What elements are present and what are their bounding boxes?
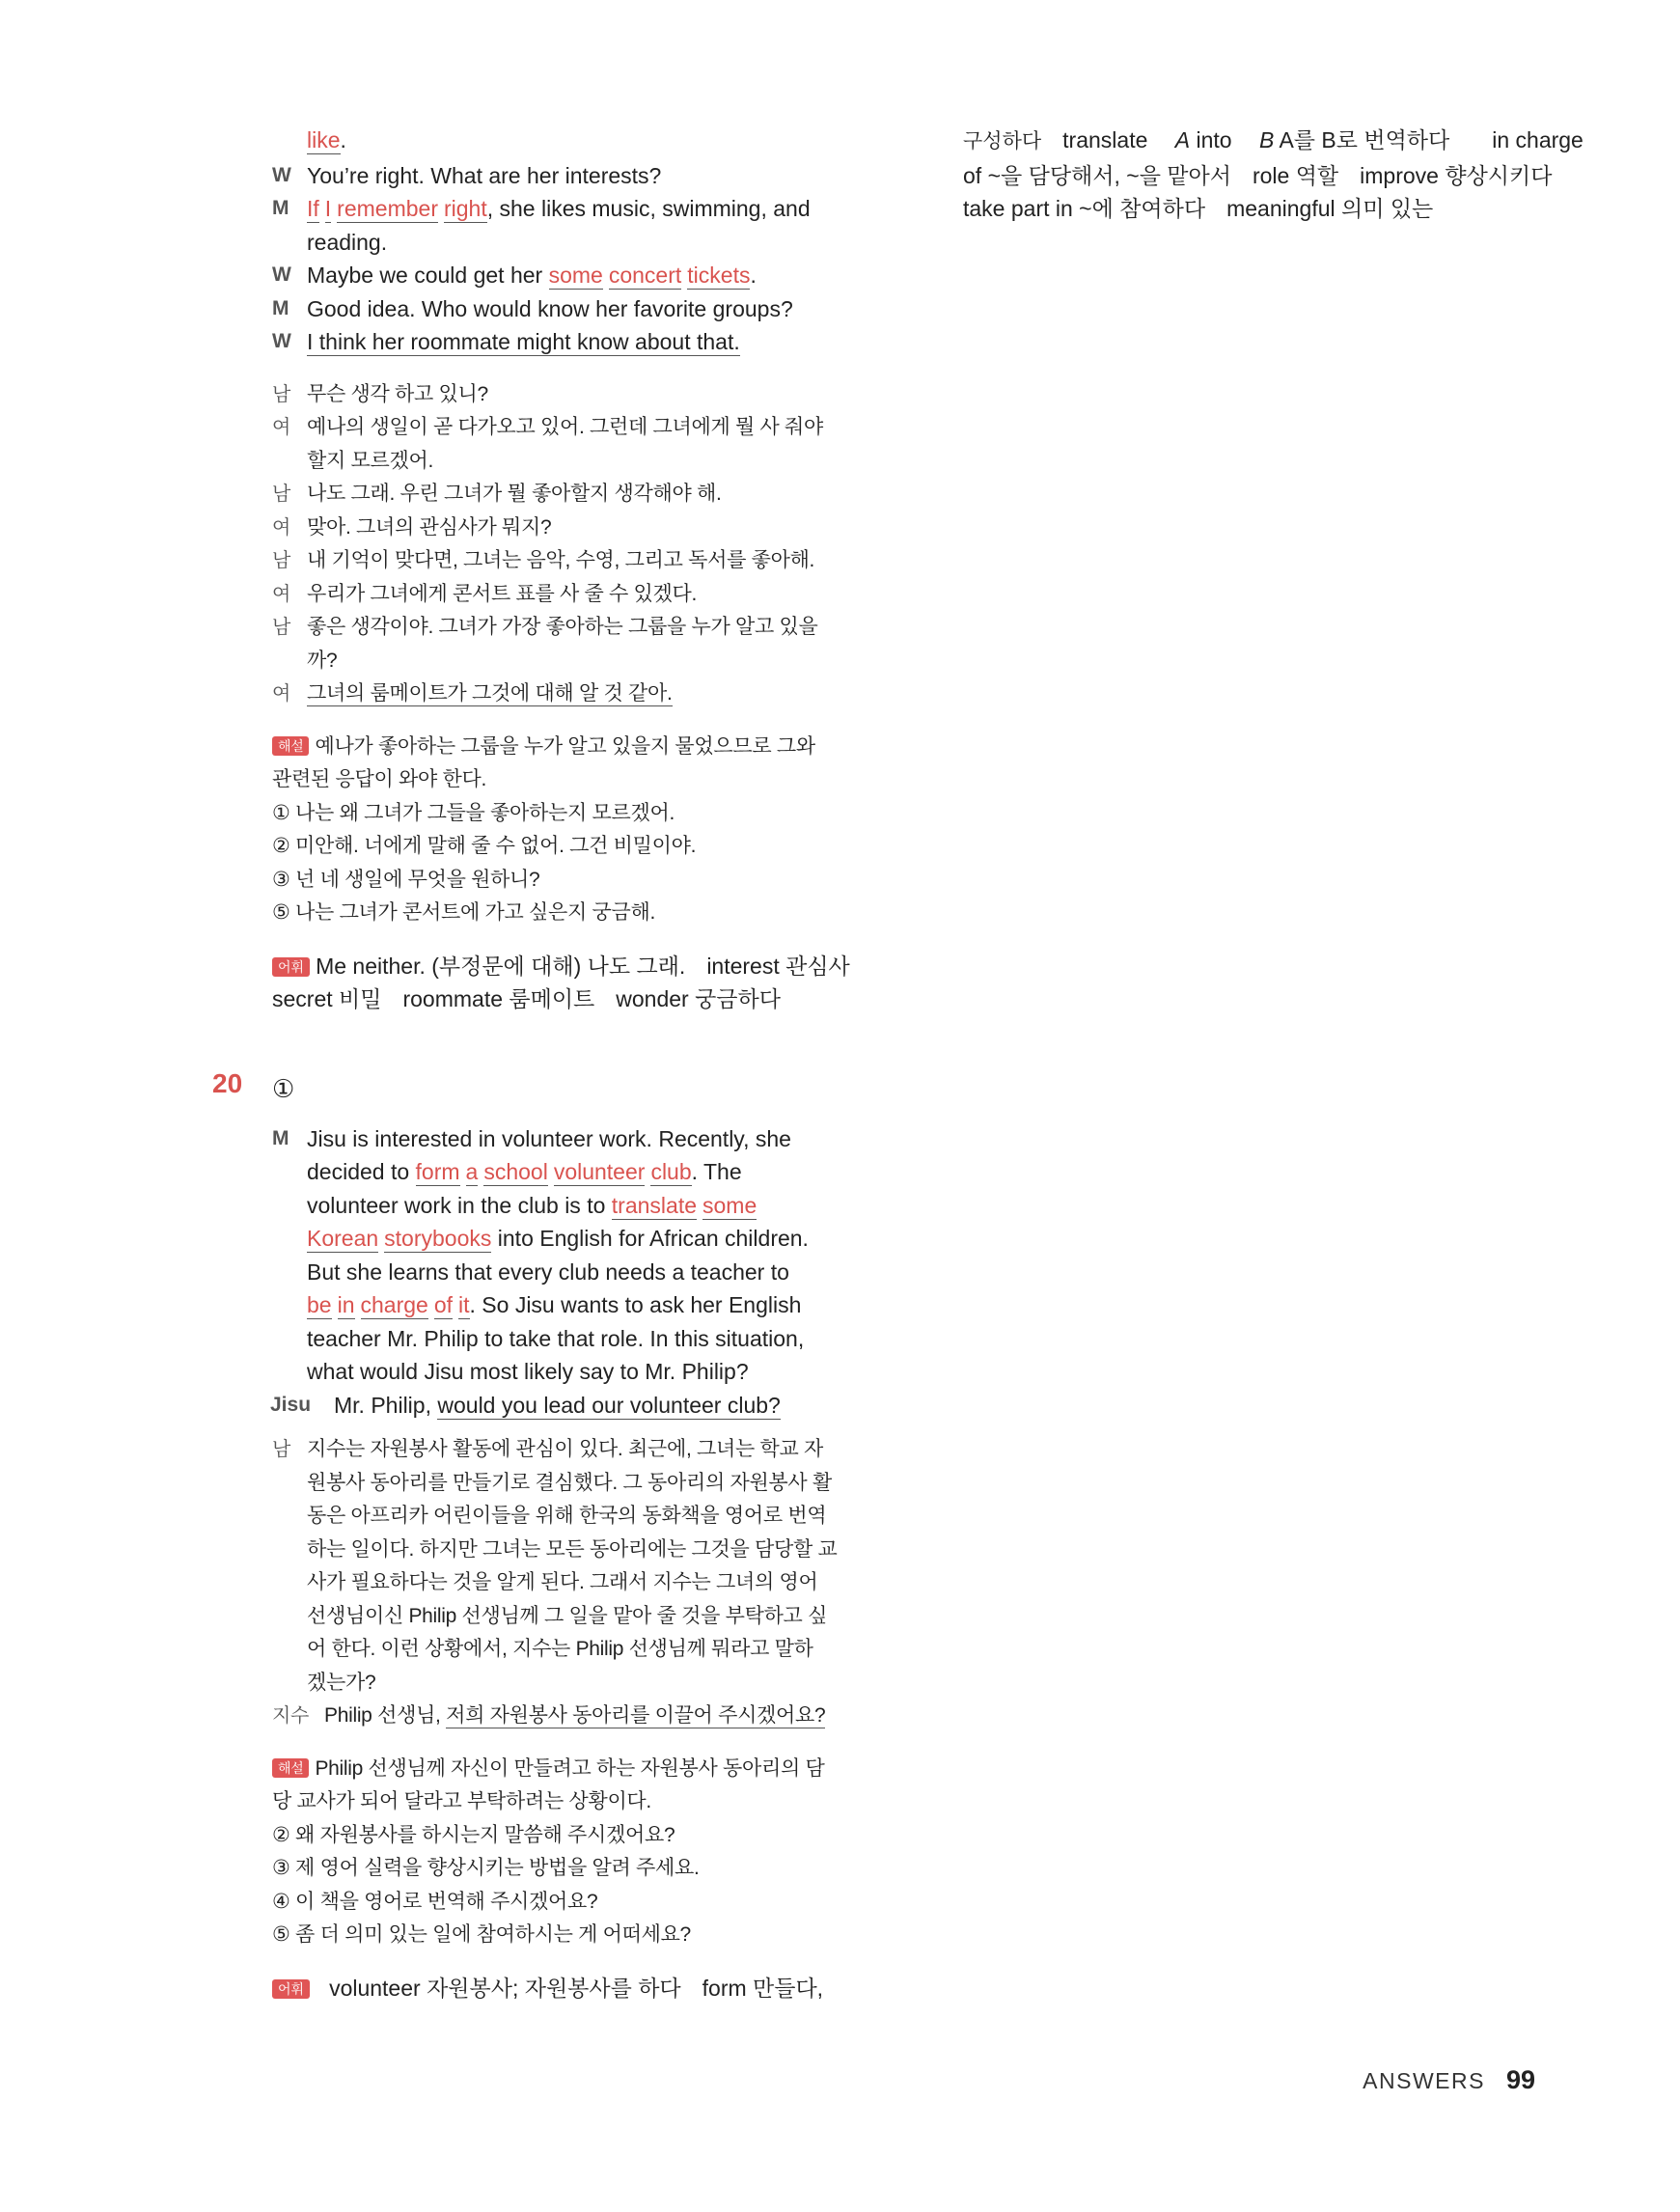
korean-jisu-line: 지수 Philip 선생님, 저희 자원봉사 동아리를 이끌어 주시겠어요? [272,1704,826,1727]
dialogue-line: M If I remember right, she likes music, swimming, and [272,196,811,221]
dialogue-line: W I think her roommate might know about that. [272,329,740,354]
option: ④ 이 책을 영어로 번역해 주시겠어요? [272,1890,598,1913]
option: ② 미안해. 너에게 말해 줄 수 없어. 그건 비밀이야. [272,835,697,857]
jisu-line: Jisu Mr. Philip, would you lead our volunteer club? [270,1392,781,1418]
korean-line: 남 좋은 생각이야. 그녀가 가장 좋아하는 그룹을 누가 알고 있을 [272,616,818,638]
korean-line: 남 내 기억이 맞다면, 그녀는 음악, 수영, 그리고 독서를 좋아해. [272,549,815,571]
option: ② 왜 자원봉사를 하시는지 말씀해 주시겠어요? [272,1823,675,1846]
question-number: 20 [212,1068,243,1098]
left-column: like. W You’re right. What are her interests? M If I remember right, she likes music, swimming, and reading. W Maybe we could get her some concert tickets. M Good idea. Who would know her favorite groups? W I think her roommate might know about that. 남 무슨 생각 하고 있니? 여 예나의 생일이 곧 다가오고 있어. 그런데 그녀에게 뭘 사 줘야 할지 모르겠어. 남 나도 그래. 우린 그녀가 뭘 좋아할지 생각해야 해. 여 맞아. 그녀의 관심사가 뭐지? 남 내 기억이 맞다면, 그녀는 음악, 수영, 그리고 독서를 좋아해. 여 우리가 그녀에게 콘서트 표를 사 줄 수 있겠다. 남 좋은 생각이야. 그녀가 가장 좋아하는 그룹을 누가 알고 있을 까? 여 그녀의 룸메이트가 그것에 대해 알 것 같아. 해설 예나가 좋아하는 그룹을 누가 알고 있을지 물었으므로 그와 관련된 응답이 와야 한다. ① 나는 왜 그녀가 그들을 좋아하는지 모르겠어. ② 미안해. 너에게 말해 줄 수 없어. 그건 비밀이야. ③ 넌 네 생일에 무엇을 원하니? ⑤ 나는 그녀가 콘서트에 가고 싶은지 궁금해. 어휘 Me neither. (부정문에 대해) 나도 그래. interest 관심사 secret 비밀 roommate 룸메이트 wonder 궁금하다 ① M Jisu is interested in volunteer work. Recently, she decided to form a school volunteer club. The volunteer work in the club is to translate some Korean storybooks into English for African children. But she learns that every club needs a teacher to be in charge of it. So Jisu wants to ask her English teacher Mr. Philip to take that role. In this situation, what would Jisu most likely say to Mr. Philip? Jisu Mr. Philip, would you lead our volunteer club? 남 지수는 자원봉사 활동에 관심이 있다. 최근에, 그녀는 학교 자 원봉사 동아리를 만들기로 결심했다. 그 동아리의 자원봉사 활 동은 아프리카 어린이들을 위해 한국의 동화책을 영어로 번역 하는 일이다. 하지만 그녀는 모든 동아리에는 그것을 담당할 교 사가 필요하다는 것을 알게 된다. 그래서 지수는 그녀의 영어 선생님이신 Philip 선생님께 그 일을 맡아 줄 것을 부탁하고 싶 어 한다. 이런 상황에서, 지수는 Philip 선생님께 뭐라고 말하 겠는가? 지수 Philip 선생님, 저희 자원봉사 동아리를 이끌어 주시겠어요? 해설 Philip 선생님께 자신이 만들려고 하는 자원봉사 동아리의 담 당 교사가 되어 달라고 부탁하려는 상황이다. ② 왜 자원봉사를 하시는지 말씀해 주시겠어요? ③ 제 영어 실력을 향상시키는 방법을 알려 주세요. ④ 이 책을 영어로 번역해 주시겠어요? ⑤ 좀 더 의미 있는 일에 참여하시는 게 어떠세요? 어휘 volunteer 자원봉사; 자원봉사를 하다 form 만들다, [272,124,851,2005]
vocab-tag: 어휘 [272,957,310,977]
right-column: 구성하다 translate A into B A를 B로 번역하다 in charge of ~을 담당해서, ~을 맡아서 role 역할 improve 향상시키다 take part in ~에 참여하다 meaningful 의미 있는 [963,127,1584,221]
korean-line: 남 무슨 생각 하고 있니? [272,382,488,405]
explain-tag: 해설 [272,1758,309,1778]
question-answer: ① [272,1073,295,1103]
korean-line: 남 나도 그래. 우린 그녀가 뭘 좋아할지 생각해야 해. [272,483,722,505]
page-footer [1363,2065,1535,2095]
dialogue-line: M Good idea. Who would know her favorite groups? [272,295,793,321]
korean-line: 여 예나의 생일이 곧 다가오고 있어. 그런데 그녀에게 뭘 사 줘야 [272,416,824,438]
vocab-tag: 어휘 [272,1979,310,1999]
korean-line: 여 맞아. 그녀의 관심사가 뭐지? [272,515,552,539]
option: ⑤ 좀 더 의미 있는 일에 참여하시는 게 어떠세요? [272,1923,691,1946]
dialogue-line: W Maybe we could get her some concert tickets. [272,263,757,288]
explain-tag: 해설 [272,736,309,756]
explanation: 해설 Philip 선생님께 자신이 만들려고 하는 자원봉사 동아리의 담 [272,1753,851,1786]
answer-blank: like [307,127,341,152]
korean-passage: 남 지수는 자원봉사 활동에 관심이 있다. 최근에, 그녀는 학교 자 [272,1438,824,1460]
option: ⑤ 나는 그녀가 콘서트에 가고 싶은지 궁금해. [272,901,656,924]
korean-line: 여 우리가 그녀에게 콘서트 표를 사 줄 수 있겠다. [272,582,698,605]
vocabulary: 어휘 Me neither. (부정문에 대해) 나도 그래. interest 관심사 [272,950,851,983]
option: ③ 제 영어 실력을 향상시키는 방법을 알려 주세요. [272,1857,700,1879]
vocabulary: 어휘 volunteer 자원봉사; 자원봉사를 하다 form 만들다, [272,1972,851,2005]
korean-line: 여 그녀의 룸메이트가 그것에 대해 알 것 같아. [272,682,673,705]
footer-label: ANSWERS [1363,2068,1485,2093]
explanation: 해설 예나가 좋아하는 그룹을 누가 알고 있을지 물었으므로 그와 [272,731,851,764]
option: ① 나는 왜 그녀가 그들을 좋아하는지 모르겠어. [272,801,675,824]
option: ③ 넌 네 생일에 무엇을 원하니? [272,868,540,891]
page-number: 99 [1505,2065,1535,2094]
dialogue-line: W You’re right. What are her interests? [272,162,662,188]
